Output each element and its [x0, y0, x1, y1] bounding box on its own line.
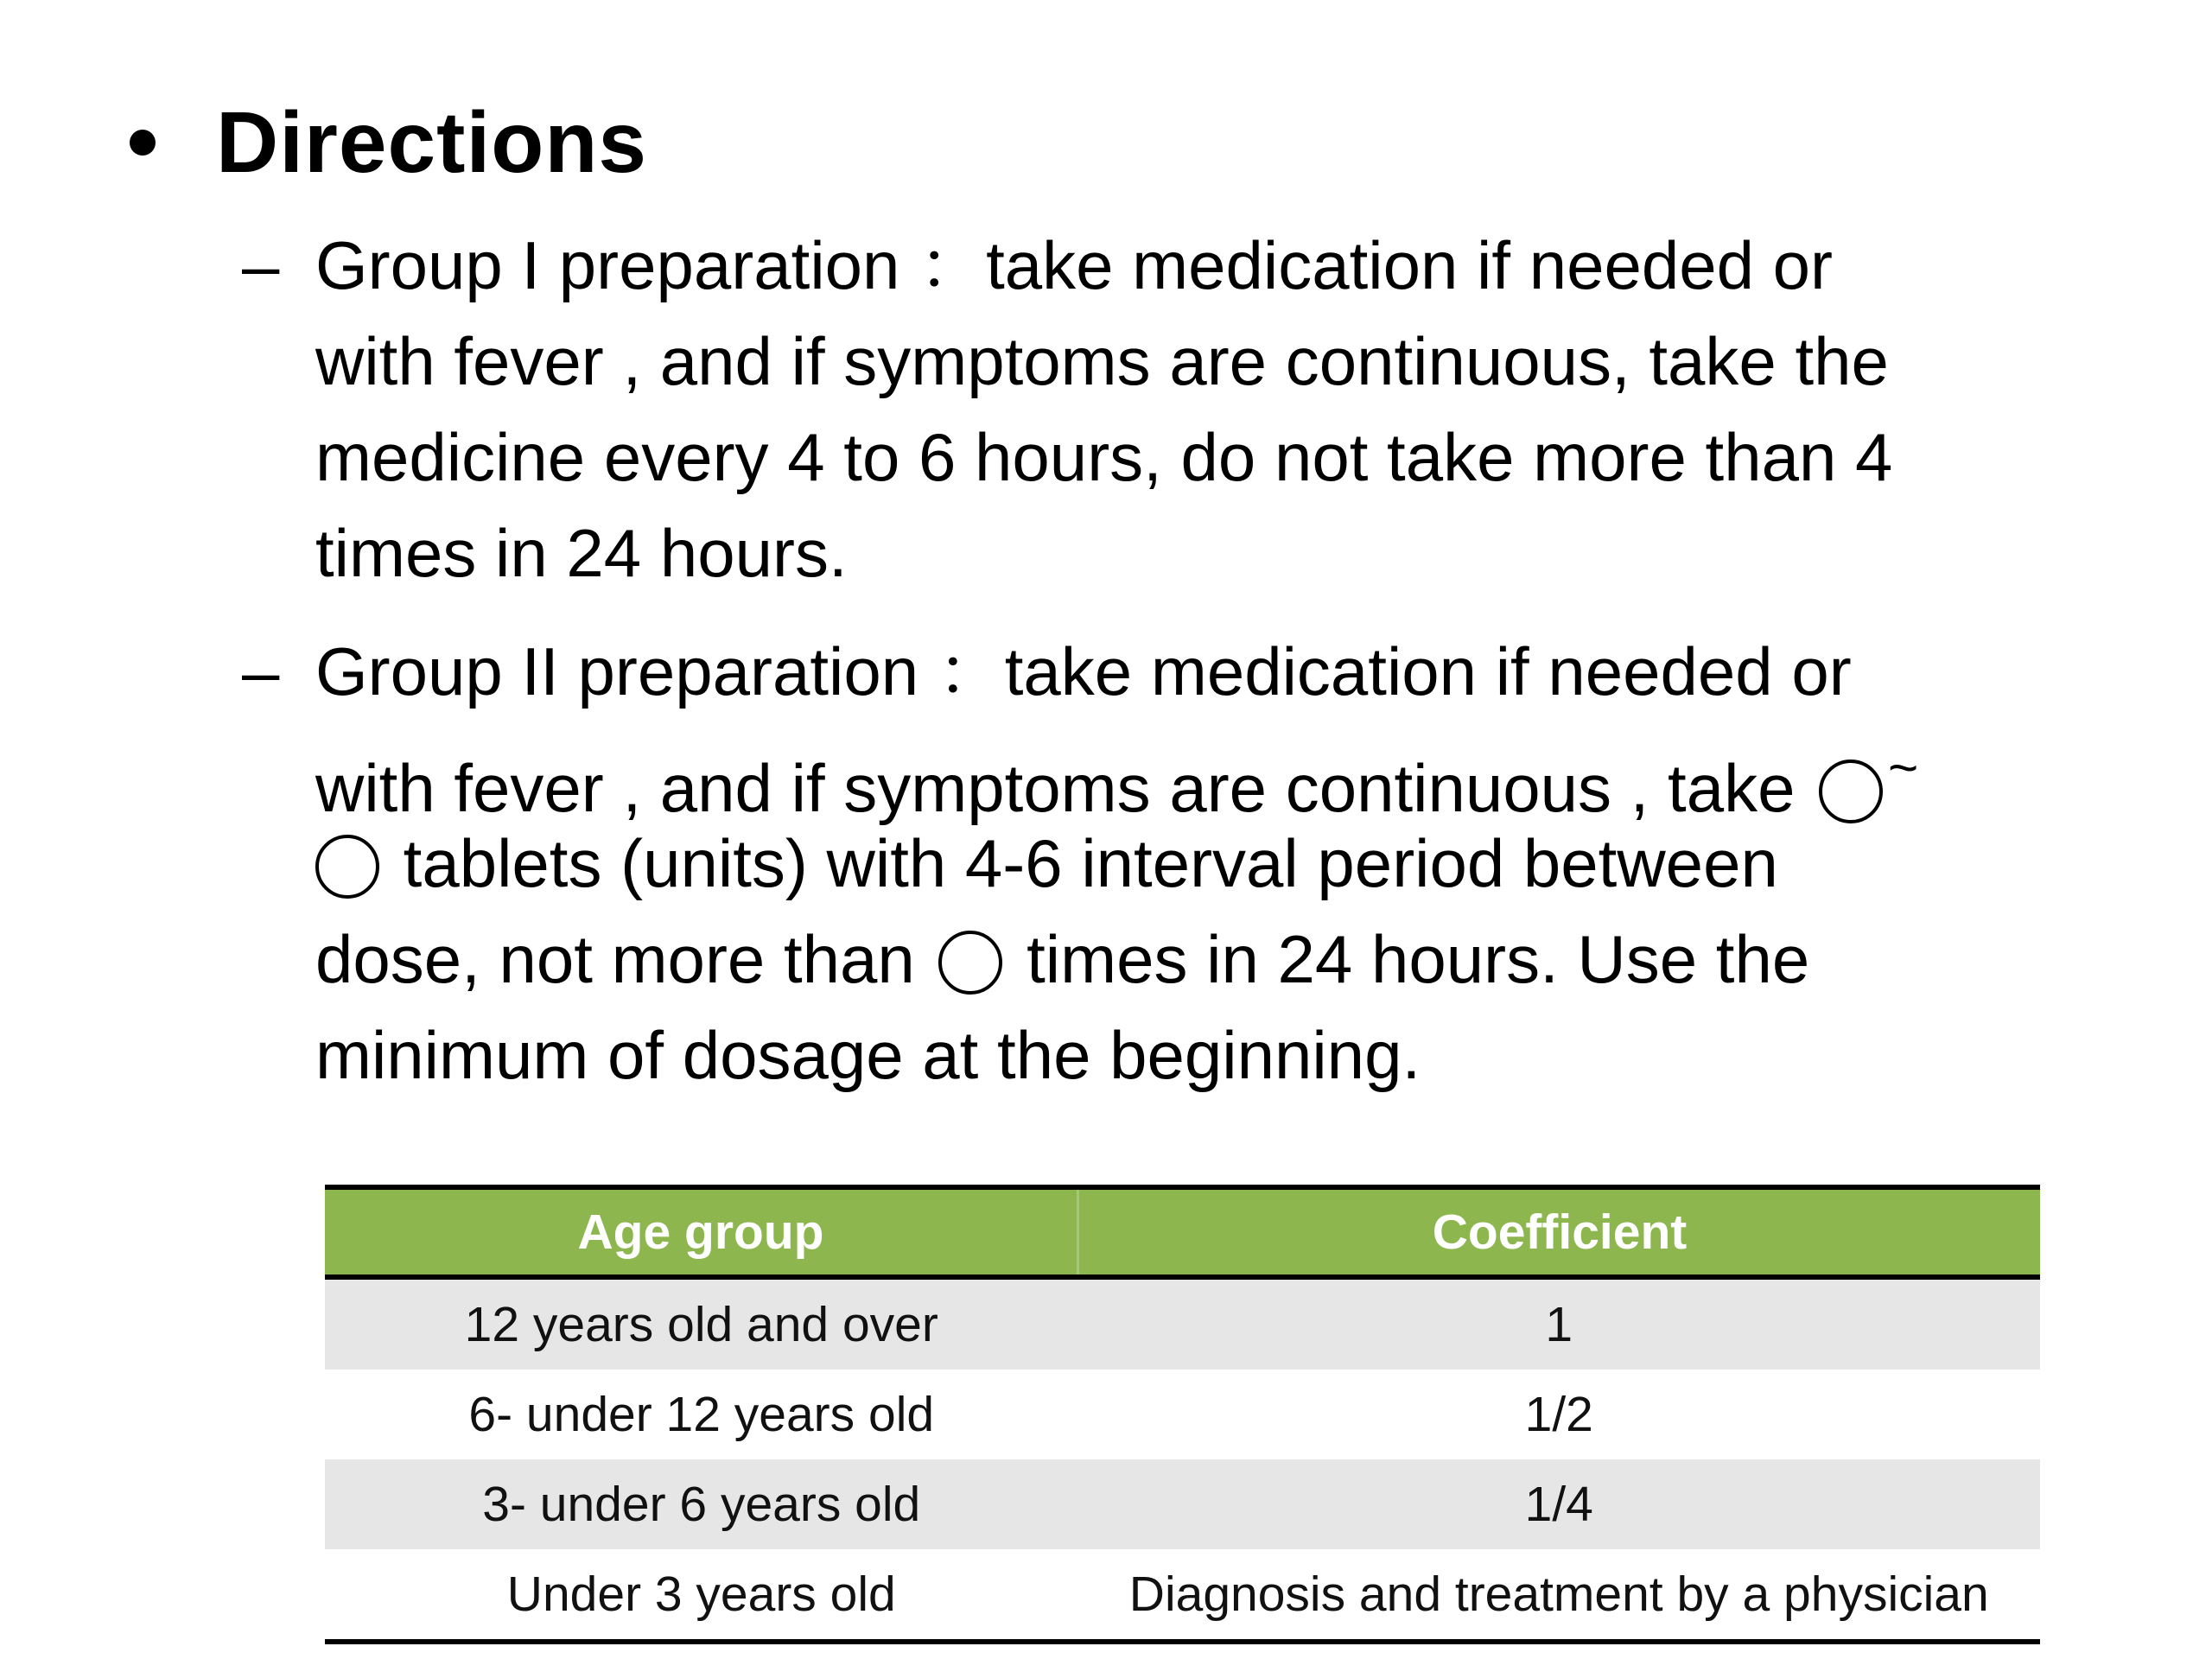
table-row — [325, 1277, 2040, 1370]
dash-icon: – — [242, 227, 280, 303]
blank-circle-icon — [938, 931, 1002, 995]
table-header-row — [325, 1187, 2040, 1277]
group-1-line: medicine every 4 to 6 hours, do not take more than 4 — [315, 419, 1893, 495]
header-age-group: Age group — [325, 1187, 1078, 1277]
group-2-line — [315, 816, 2126, 912]
table-row — [325, 1370, 2040, 1459]
blank-circle-icon — [1819, 760, 1883, 823]
tilde-symbol: ~ — [1888, 739, 1919, 797]
header-coefficient: Coefficient — [1432, 1205, 1688, 1260]
heading-title: Directions — [216, 94, 648, 191]
coefficient-cell: 1/2 — [1524, 1387, 1593, 1442]
group-1-direction — [242, 218, 2126, 601]
group-1-line: with fever , and if symptoms are continuous, take the — [315, 323, 1889, 399]
directions-heading — [130, 86, 647, 199]
table-row — [325, 1549, 2040, 1642]
group-2-text-segment: times in 24 hours. Use the — [1007, 921, 1810, 997]
group-2-text-segment: with fever , and if symptoms are continuous , take — [315, 750, 1815, 826]
dash-icon: – — [242, 633, 280, 709]
group-2-text-segment: tablets (units) with 4-6 interval period between — [385, 825, 1778, 901]
group-1-line: Group I preparation ：take medication if needed or — [315, 227, 1834, 303]
bullet-icon — [130, 130, 156, 156]
age-group-cell: 12 years old and over — [464, 1297, 938, 1352]
coefficient-cell: 1 — [1545, 1297, 1573, 1352]
group-2-line — [315, 912, 2126, 1007]
age-group-cell: 6- under 12 years old — [468, 1387, 935, 1442]
blank-circle-icon — [315, 835, 379, 899]
group-1-line: times in 24 hours. — [315, 515, 848, 591]
coefficient-cell: 1/4 — [1524, 1477, 1593, 1532]
group-2-line: Group II preparation ：take medication if needed or — [315, 633, 1852, 709]
age-group-cell: 3- under 6 years old — [482, 1477, 921, 1532]
age-group-cell: Under 3 years old — [506, 1567, 896, 1622]
group-2-line: minimum of dosage at the beginning. — [315, 1017, 1421, 1093]
group-1-text — [315, 218, 2126, 601]
dosage-coefficient-table — [325, 1185, 2040, 1644]
group-2-direction — [242, 624, 2126, 1103]
group-2-text-segment: dose, not more than — [315, 921, 934, 997]
table-row — [325, 1459, 2040, 1549]
group-2-text — [315, 624, 2126, 1103]
group-2-line — [315, 720, 2126, 826]
coefficient-cell: Diagnosis and treatment by a physician — [1128, 1567, 1989, 1622]
